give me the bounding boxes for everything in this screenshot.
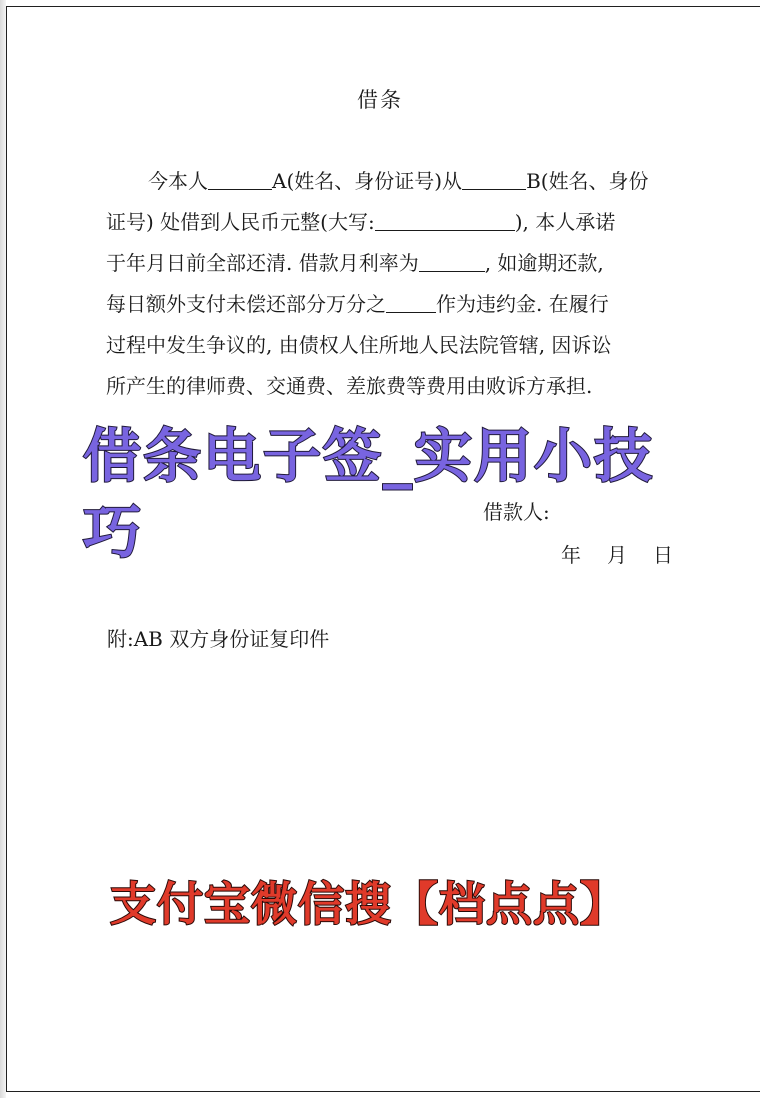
paragraph-line-5: 过程中发生争议的, 由债权人住所地人民法院管辖, 因诉讼	[106, 333, 612, 357]
loan-body-paragraph	[106, 161, 666, 407]
paragraph-line-3: 于年月日前全部还清. 借款月利率为 , 如逾期还款,	[106, 251, 604, 275]
attachment-note: 附:AB 双方身份证复印件	[107, 627, 330, 651]
penalty-blank	[386, 292, 436, 313]
date-month: 月	[607, 543, 627, 567]
borrower-signature-label: 借款人:	[483, 500, 550, 524]
amount-blank	[375, 210, 515, 231]
borrower-blank	[462, 169, 526, 190]
document-title: 借条	[357, 88, 403, 112]
paragraph-line-2: 证号) 处借到人民币元整(大写: ), 本人承诺	[106, 210, 616, 234]
paragraph-line-6: 所产生的律师费、交通费、差旅费等费用由败诉方承担.	[106, 374, 593, 398]
paragraph-line-4: 每日额外支付未偿还部分万分之 作为违约金. 在履行	[106, 292, 609, 316]
date-year: 年	[561, 543, 581, 567]
search-banner: 支付宝微信搜【档点点】	[110, 877, 627, 931]
interest-rate-blank	[419, 251, 485, 272]
overlay-title: 借条电子签_实用小技巧	[83, 422, 655, 566]
lender-blank	[208, 169, 272, 190]
date-day: 日	[653, 543, 673, 567]
paragraph-line-1: 今本人 A(姓名、身份证号)从 B(姓名、身份	[148, 169, 649, 193]
